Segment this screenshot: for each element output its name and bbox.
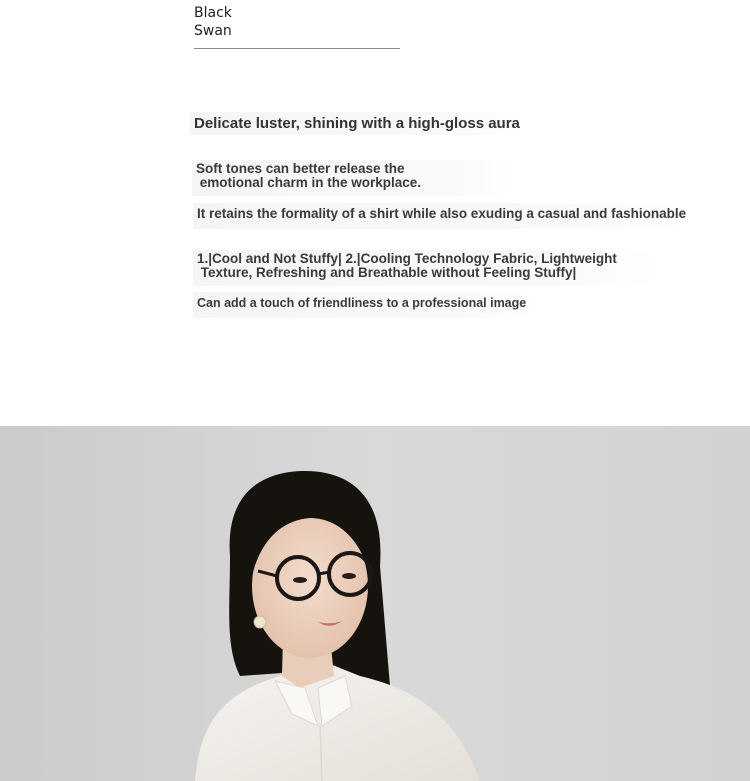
- color-option-name: [194, 4, 232, 40]
- model-illustration: [0, 426, 750, 781]
- model-photo: [0, 426, 750, 781]
- features-text: 1.|Cool and Not Stuffy| 2.|Cooling Technology Fabric, Lightweight Texture, Refreshing and Breathable without Feeling Stuffy|: [193, 250, 657, 286]
- soft-tones-text: Soft tones can better release the emotional charm in the workplace.: [192, 160, 511, 196]
- divider: [194, 48, 400, 49]
- glasses-bridge: [318, 572, 330, 574]
- color-name-line-2: Swan: [194, 23, 232, 39]
- color-name-line-1: Black: [194, 5, 232, 21]
- formality-text: It retains the formality of a shirt while also exuding a casual and fashionable: [193, 203, 686, 229]
- pearl-earring: [254, 616, 266, 628]
- headline-text: Delicate luster, shining with a high-gloss aura: [190, 112, 524, 135]
- friendliness-text: Can add a touch of friendliness to a professional image: [193, 292, 536, 318]
